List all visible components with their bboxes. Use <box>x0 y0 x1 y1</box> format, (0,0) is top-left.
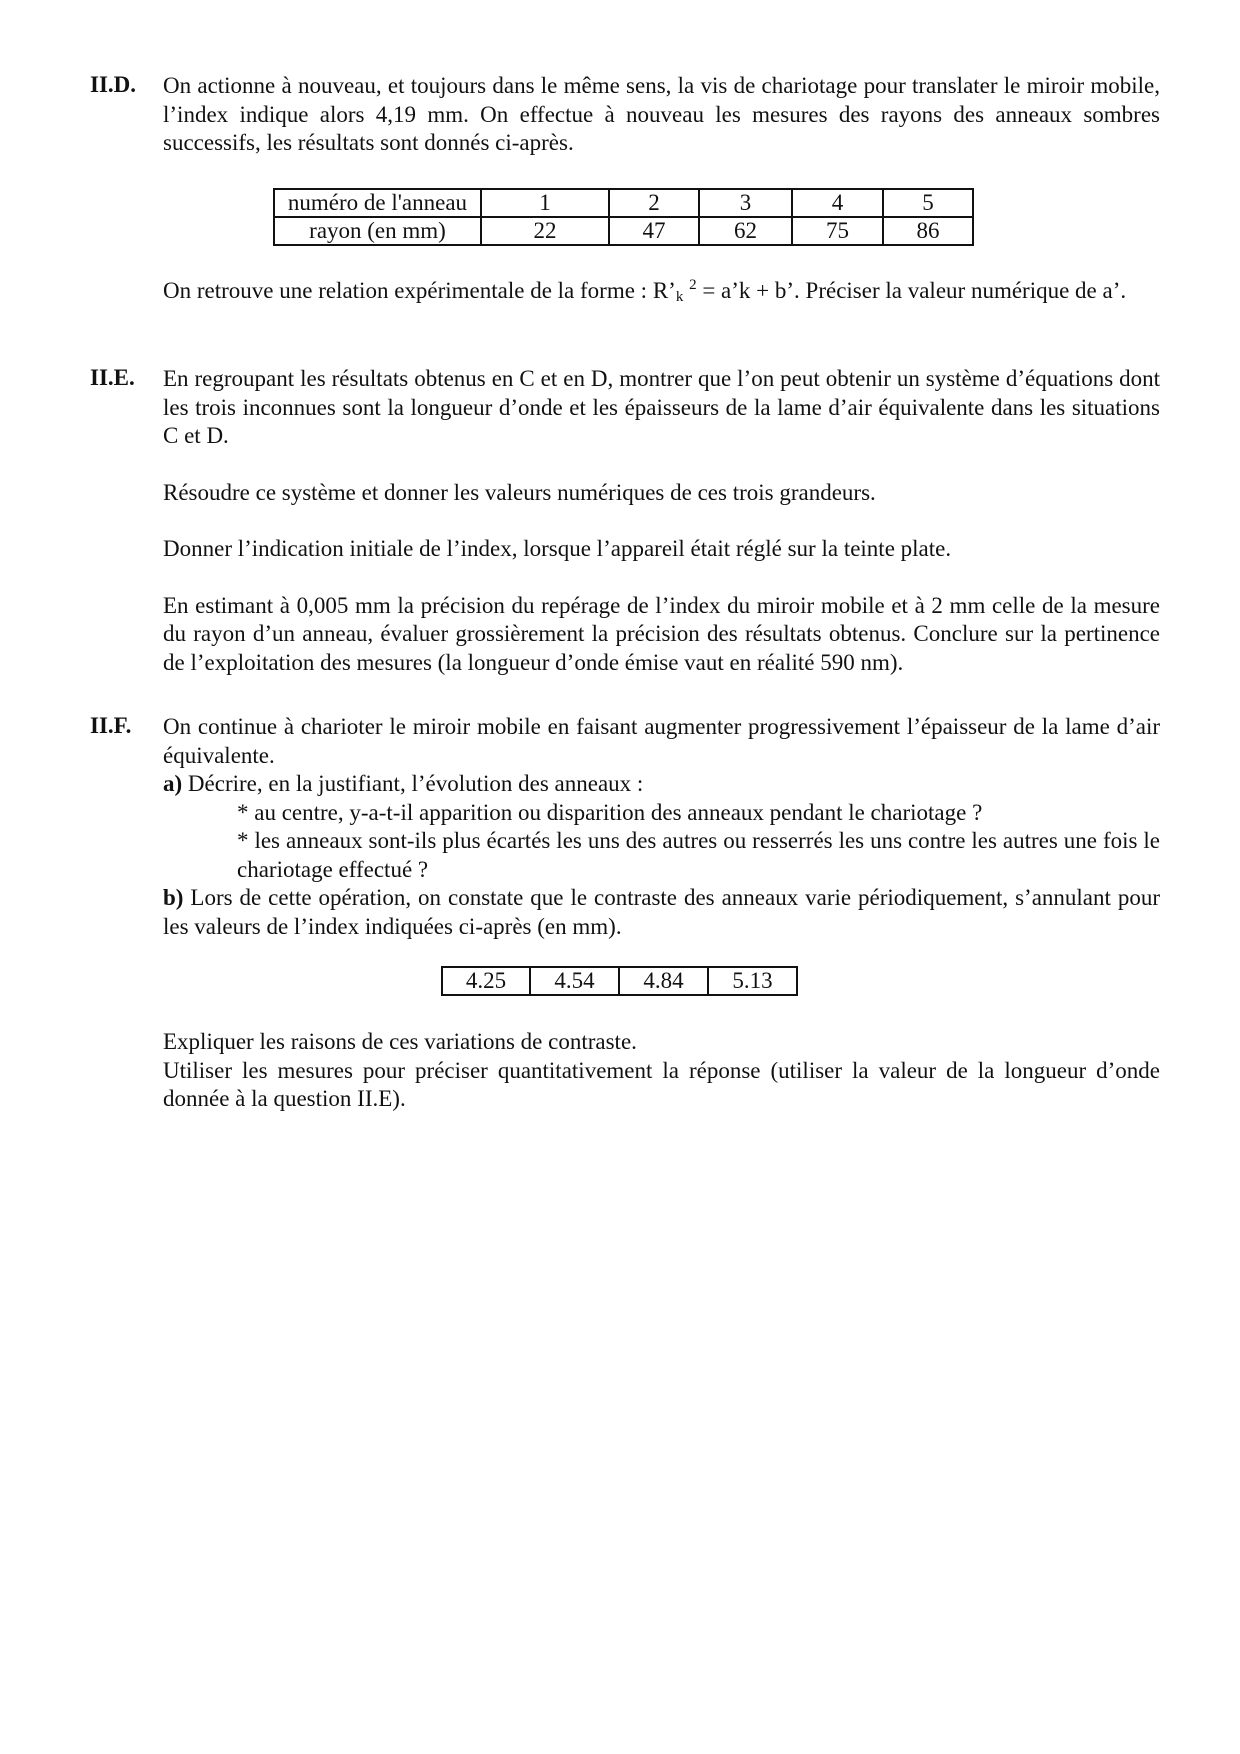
section-d-intro: On actionne à nouveau, et toujours dans le même sens, la vis de chariotage pour translater le miroir mobile, l’index indique alors 4,19 mm. On effectue à nouveau les mesures des rayons des anneaux sombres successifs, les résultats sont donnés ci-après. <box>163 73 1160 155</box>
table-cell: 4.25 <box>442 967 530 995</box>
question-b: b) Lors de cette opération, on constate que le contraste des anneaux varie périodiquement, s’annulant pour les valeurs de l’index indiquées ci-après (en mm). <box>163 885 1160 939</box>
table-cell: 2 <box>609 189 699 217</box>
question-a: a) Décrire, en la justifiant, l’évolution des anneaux : <box>163 771 644 796</box>
table-cell: 22 <box>481 217 609 245</box>
table-row <box>274 217 973 245</box>
relation-statement: On retrouve une relation expérimentale de la forme : $R’_k$ $^2$ = a’k + b’. Préciser la valeur numérique de a’. <box>163 277 1127 305</box>
section-label: II.E. <box>90 365 135 390</box>
section-e-paragraph-3: Donner l’indication initiale de l’index, lorsque l’appareil était réglé sur la teinte plate. <box>163 536 952 561</box>
table-header-radius: rayon (en mm) <box>274 217 481 245</box>
section-II-F-conclusion <box>90 1028 1160 1128</box>
table-cell: 86 <box>883 217 973 245</box>
use-measures-paragraph: Utiliser les mesures pour préciser quantitativement la réponse (utiliser la valeur de la longueur d’onde donnée à la question II.E). <box>163 1057 1160 1111</box>
section-II-D-relation <box>90 277 1160 337</box>
table-cell: 4.84 <box>619 967 708 995</box>
contrast-index-table <box>441 966 798 996</box>
section-label: II.F. <box>90 713 132 738</box>
section-II-F <box>90 713 1160 973</box>
table-cell: 3 <box>699 189 792 217</box>
bullet-item: * les anneaux sont-ils plus écartés les uns des autres ou resserrés les uns contre les autres une fois le chariotage effectué ? <box>237 828 1160 882</box>
bullet-item: * au centre, y-a-t-il apparition ou disparition des anneaux pendant le chariotage ? <box>237 799 983 825</box>
ring-radius-table <box>273 188 974 246</box>
table-cell: 1 <box>481 189 609 217</box>
table-cell: 62 <box>699 217 792 245</box>
table-row <box>274 189 973 217</box>
table-cell: 4.54 <box>530 967 619 995</box>
section-II-E <box>90 365 1160 685</box>
section-label: II.D. <box>90 72 137 97</box>
explain-paragraph: Expliquer les raisons de ces variations de contraste. <box>163 1029 637 1054</box>
section-e-paragraph-2: Résoudre ce système et donner les valeurs numériques de ces trois grandeurs. <box>163 479 876 505</box>
relation-subscript: k <box>675 289 684 305</box>
table-cell: 47 <box>609 217 699 245</box>
section-f-intro: On continue à charioter le miroir mobile en faisant augmenter progressivement l’épaisseur de la lame d’air équivalente. <box>163 714 1160 768</box>
relation-superscript: 2 <box>689 277 697 293</box>
table-cell: 5.13 <box>708 967 797 995</box>
table-header-ring-number: numéro de l'anneau <box>274 189 481 217</box>
table-cell: 5 <box>883 189 973 217</box>
section-e-paragraph-4: En estimant à 0,005 mm la précision du repérage de l’index du miroir mobile et à 2 mm celle de la mesure du rayon d’un anneau, évaluer grossièrement la précision des résultats obtenus. Conclure sur la pertinence de l’exploitation des mesures (la longueur d’onde émise vaut en réalité 590 nm). <box>163 592 1160 675</box>
table-cell: 4 <box>792 189 883 217</box>
table-cell: 75 <box>792 217 883 245</box>
section-e-paragraph-1: En regroupant les résultats obtenus en C et en D, montrer que l’on peut obtenir un système d’équations dont les trois inconnues sont la longueur d’onde et les épaisseurs de la lame d’air équivalente dans les situations C et D. <box>163 366 1160 448</box>
table-row <box>442 967 797 995</box>
